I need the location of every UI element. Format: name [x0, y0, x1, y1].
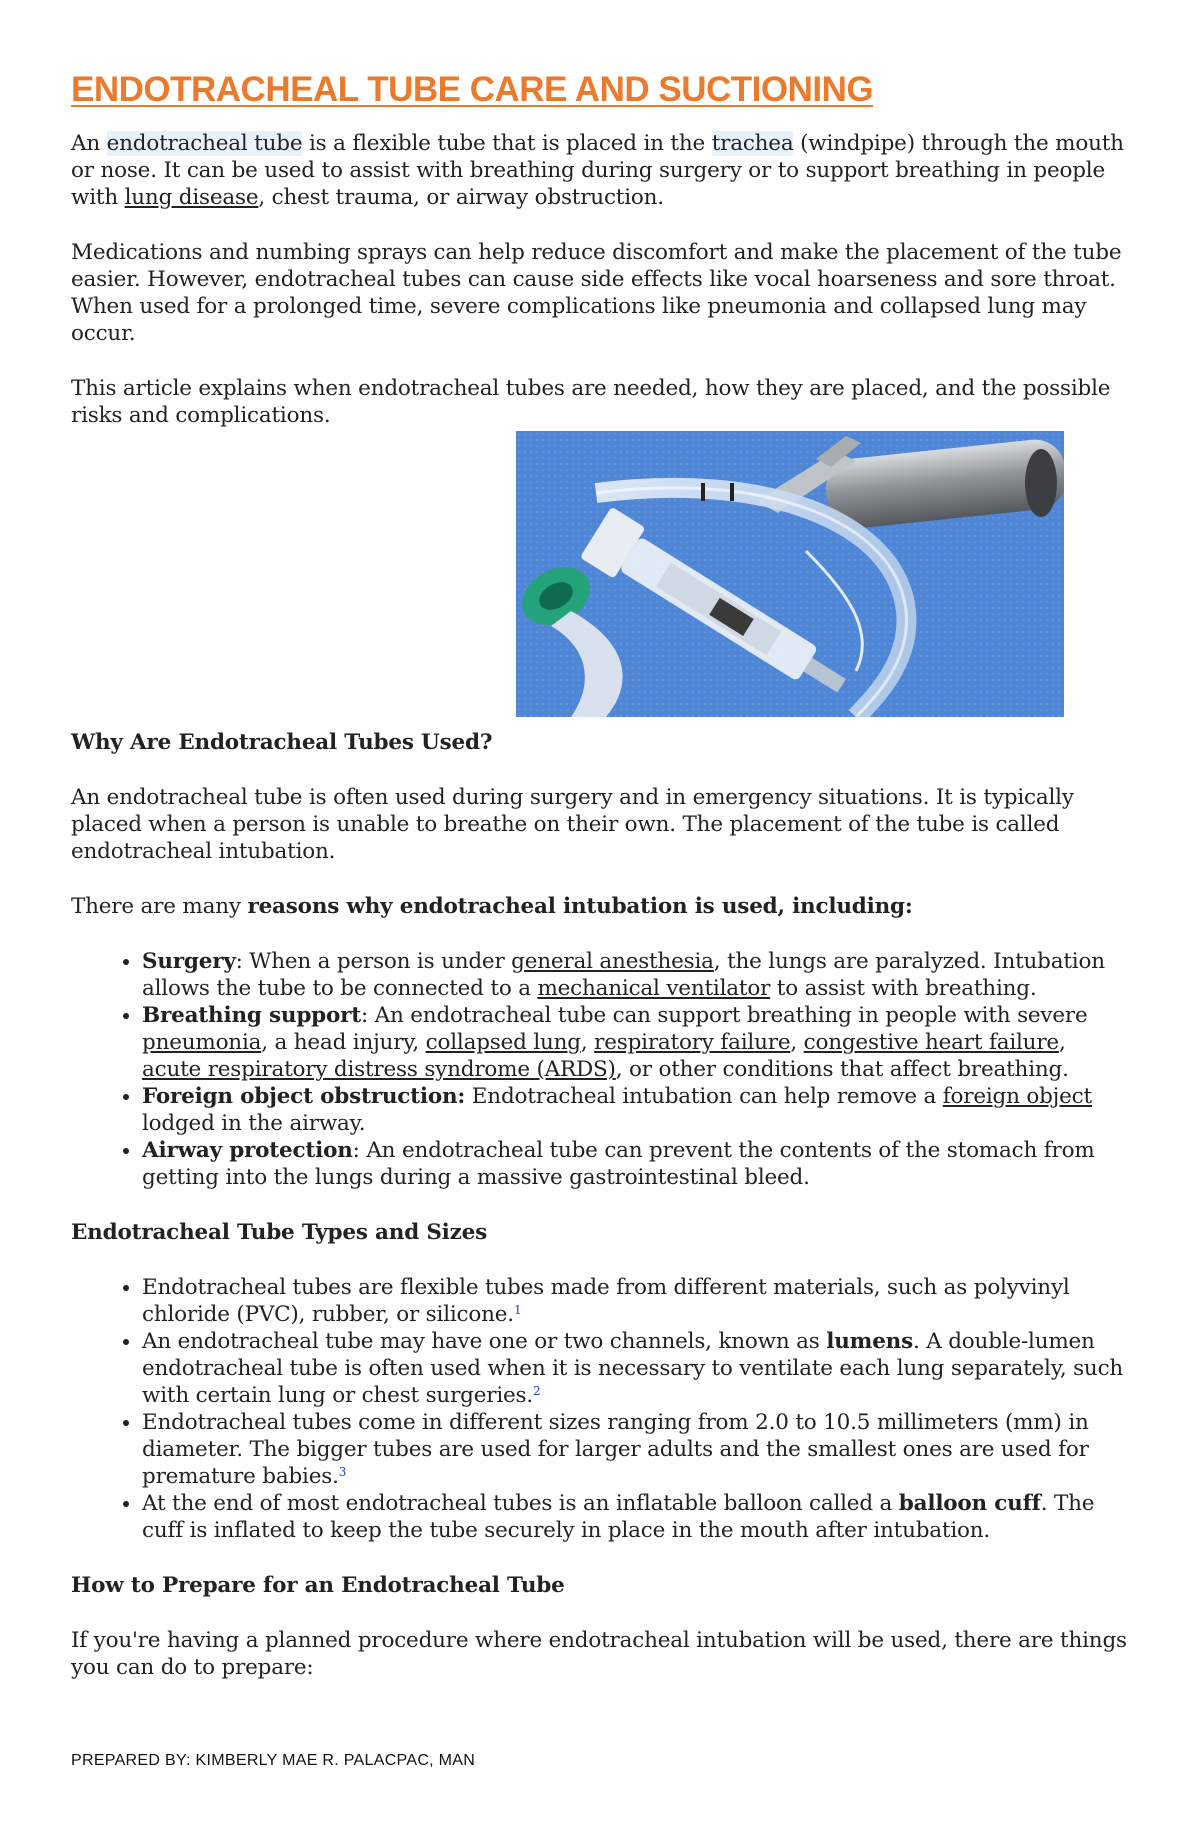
link-respiratory-failure[interactable]: respiratory failure: [594, 1030, 791, 1055]
types-list: [71, 1274, 1131, 1544]
bold-text: balloon cuff: [898, 1491, 1041, 1516]
text: Endotracheal tubes are flexible tubes made from different materials, such as polyvinyl chloride (PVC), rubber, or silicone.: [142, 1275, 1070, 1327]
item-label: Airway protection: [142, 1138, 353, 1163]
list-item: [142, 948, 1131, 1002]
text: An endotracheal tube may have one or two channels, known as: [142, 1329, 827, 1354]
link-collapsed-lung[interactable]: collapsed lung: [425, 1030, 581, 1055]
link-congestive-heart-failure[interactable]: congestive heart failure: [803, 1030, 1059, 1055]
text: : When a person is under: [235, 949, 512, 974]
intro-paragraph-2: Medications and numbing sprays can help reduce discomfort and make the placement of the tube easier. However, endotracheal tubes can cause side effects like vocal hoarseness and sore throat. When used for a prolonged time, severe complications like pneumonia and collapsed lung may occur.: [71, 240, 1122, 346]
text: ,: [790, 1030, 804, 1055]
term-endotracheal-tube: endotracheal tube: [106, 131, 303, 156]
bold-text: reasons why endotracheal intubation is used, including:: [247, 894, 913, 919]
prepare-paragraph-1: If you're having a planned procedure where endotracheal intubation will be used, there are things you can do to prepare:: [71, 1628, 1127, 1680]
footer-prepared-by: PREPARED BY: KIMBERLY MAE R. PALACPAC, MAN: [71, 1752, 476, 1769]
link-foreign-object[interactable]: foreign object: [942, 1084, 1092, 1109]
item-label: Surgery: [142, 949, 236, 974]
list-item: [142, 1002, 1131, 1083]
text: : An endotracheal tube can support breathing in people with severe: [361, 1003, 1088, 1028]
text: to assist with breathing.: [770, 976, 1037, 1001]
link-mechanical-ventilator[interactable]: mechanical ventilator: [537, 976, 771, 1001]
link-lung-disease[interactable]: lung disease: [124, 185, 259, 210]
text: : An endotracheal tube can prevent the contents of the stomach from getting into the lungs during a massive gastrointestinal bleed.: [142, 1138, 1095, 1190]
link-ards[interactable]: acute respiratory distress syndrome (ARDS): [142, 1057, 616, 1082]
item-label: Foreign object obstruction:: [142, 1084, 466, 1109]
text: At the end of most endotracheal tubes is an inflatable balloon called a: [142, 1491, 899, 1516]
document-page: [71, 70, 1131, 1709]
link-pneumonia[interactable]: pneumonia: [142, 1030, 262, 1055]
item-label: Breathing support: [142, 1003, 361, 1028]
why-paragraph-2: [71, 893, 1131, 920]
text: There are many: [71, 894, 248, 919]
list-item: [142, 1409, 1131, 1490]
intro-paragraph-3: This article explains when endotracheal tubes are needed, how they are placed, and the possible risks and complications.: [71, 376, 1111, 428]
text: is a flexible tube that is placed in the: [302, 131, 712, 156]
section-heading-prepare: How to Prepare for an Endotracheal Tube: [71, 1573, 565, 1598]
text: lodged in the airway.: [142, 1111, 366, 1136]
endotracheal-tube-photo: [516, 431, 1064, 717]
list-item: [142, 1328, 1131, 1409]
intro-paragraph-1: [71, 130, 1131, 211]
text: (windpipe) through the mouth or nose. It can be used to assist with breathing during surgery or to support breathing in people with: [71, 131, 1124, 210]
text: , chest trauma, or airway obstruction.: [258, 185, 664, 210]
text: Endotracheal tubes come in different sizes ranging from 2.0 to 10.5 millimeters (mm) in diameter. The bigger tubes are used for larger adults and the smallest ones are used for premature babies.: [142, 1410, 1089, 1489]
text: An: [71, 131, 107, 156]
text: ,: [1058, 1030, 1066, 1055]
text: Endotracheal intubation can help remove a: [465, 1084, 943, 1109]
footnote-ref[interactable]: 1: [513, 1303, 522, 1317]
list-item: [142, 1137, 1131, 1191]
text: , the lungs are paralyzed. Intubation allows the tube to be connected to a: [142, 949, 1105, 1001]
footnote-ref[interactable]: 2: [533, 1384, 541, 1398]
page-title: ENDOTRACHEAL TUBE CARE AND SUCTIONING: [71, 70, 874, 109]
reasons-list: [71, 948, 1131, 1191]
list-item: [142, 1274, 1131, 1328]
list-item: [142, 1083, 1131, 1137]
link-general-anesthesia[interactable]: general anesthesia: [511, 949, 714, 974]
footnote-ref[interactable]: 3: [338, 1465, 347, 1479]
term-trachea: trachea: [711, 131, 794, 156]
section-heading-why: Why Are Endotracheal Tubes Used?: [71, 730, 493, 755]
text: . The cuff is inflated to keep the tube securely in place in the mouth after intubation.: [142, 1491, 1095, 1543]
text: . A double-lumen endotracheal tube is often used when it is necessary to ventilate each lung separately, such with certain lung or chest surgeries.: [142, 1329, 1124, 1408]
text: , or other conditions that affect breathing.: [615, 1057, 1069, 1082]
text: , a head injury,: [261, 1030, 426, 1055]
bold-text: lumens: [826, 1329, 914, 1354]
section-heading-types: Endotracheal Tube Types and Sizes: [71, 1220, 488, 1245]
text: ,: [580, 1030, 595, 1055]
why-paragraph-1: An endotracheal tube is often used during surgery and in emergency situations. It is typically placed when a person is unable to breathe on their own. The placement of the tube is called endotracheal intubation.: [71, 785, 1074, 864]
list-item: [142, 1490, 1131, 1544]
